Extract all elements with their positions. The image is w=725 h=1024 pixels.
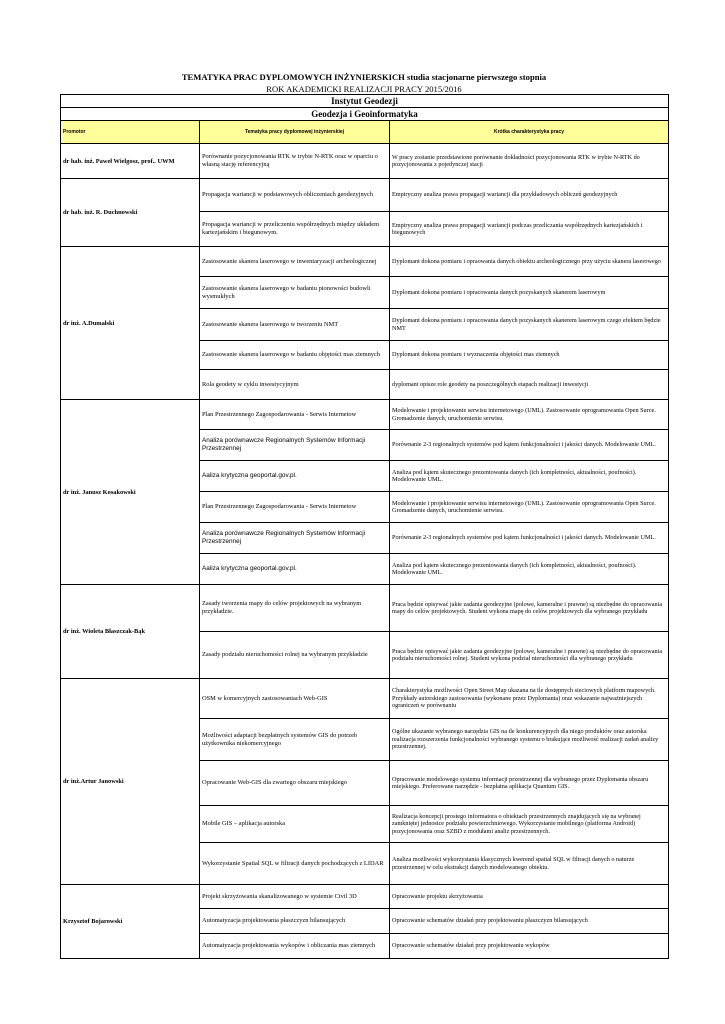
topic-cell: Zasady tworzenia mapy do celów projektowych na wybranym przykładzie. <box>200 585 390 632</box>
institute-row <box>61 95 669 108</box>
topic-cell: Zastosowanie skanera laserowego w tworzeniu NMT <box>200 309 390 341</box>
description-cell: Porównanie 2-3 regionalnych systemów pod kątem funkcjonalności i jakości danych. Modelowanie UML. <box>390 523 669 554</box>
description-cell: Modelowanie i projektowanie serwisu internetowego (UML). Zastosowanie oprogramowania Open Surce. Gromadzenie danych, uruchomienie serwisu. <box>390 492 669 523</box>
table-row <box>61 179 669 212</box>
promotor-cell: dr hab. inż. R. Duchnowski <box>61 179 200 247</box>
description-cell: Dyplomant dokona pomiaru i wyznaczenia objętości mas ziemnych <box>390 341 669 370</box>
topic-cell: Zasady podziału nieruchomości rolnej na wybranym przykładzie <box>200 632 390 679</box>
description-cell: Opracowanie schematów działań przy projektowaniu wykopów <box>390 934 669 959</box>
topic-cell: Analiza porównawcze Regionalnych Systemów Informacji Przestrzennej <box>200 523 390 554</box>
topic-cell: Rola geodety w cyklu inwestycyjnym <box>200 370 390 400</box>
thesis-topics-table <box>60 94 669 959</box>
col-header-promotor: Promotor <box>61 121 200 144</box>
table-row <box>61 585 669 632</box>
description-cell: Realizacja koncepcji prostego informatora o obiektach przestrzennych znajdujących się na wybranej zamkniętej jednostce podziału powierzchniowego. Wykorzystanie mobilnego (platforma Android) pozycjonowania oraz SZBD z modułami analiz przestrzennych. <box>390 806 669 843</box>
topic-cell: Opracowanie Web-GIS dla zwartego obszaru miejskiego <box>200 761 390 806</box>
topic-cell: Porównanie pozycjonowania RTK w trybie N-RTK oraz w oparciu o własną stację referencyjną <box>200 144 390 179</box>
document-title: TEMATYKA PRAC DYPLOMOWYCH INŻYNIERSKICH studia stacjonarne pierwszego stopnia <box>181 72 547 82</box>
topic-cell: Aaliza krytyczna geoportal.gov.pl. <box>200 461 390 492</box>
topic-cell: Plan Przestrzennego Zagospodarowania - Serwis Internetow <box>200 400 390 430</box>
topic-cell: Automatyzacja projektowania wykopów i obliczania mas ziemnych <box>200 934 390 959</box>
promotor-cell: dr inż. Janusz Kosakowski <box>61 400 200 585</box>
topic-cell: Propagacja wariancji w przeliczeniu współrzędnych między układem kartezjańskim i biegunowym. <box>200 212 390 247</box>
description-cell: Analiza pod kątem skutecznego prezentowania danych (ich kompletności, aktualności, poufności). Modelowanie UML. <box>390 461 669 492</box>
description-cell: Opracowanie projektu skrzyżowania <box>390 885 669 909</box>
description-cell: Ogólne ukazanie wybranego narzędzia GIS na tle konkurencyjnych dla niego produktów oraz autorska realizacja rozszerzenia funkcjonalności wybranego systemu o brakujące możliwość realizacji zadań analizy przestrzennej. <box>390 719 669 761</box>
topic-cell: Zastosowanie skanera laserowego w inwentaryzacji archeologicznej <box>200 247 390 277</box>
description-cell: dyplomant opisze role geodety na poszczególnych etapach realizacji inwestycji <box>390 370 669 400</box>
description-cell: Analiza pod kątem skutecznego prezentowania danych (ich kompletności, aktualności, poufności). Modelowanie UML. <box>390 554 669 585</box>
promotor-cell: dr hab. inż. Paweł Wielgosz, prof.. UWM <box>61 144 200 179</box>
promotor-cell: Krzysztof Bojarowski <box>61 885 200 959</box>
topic-cell: Analiza porównawcze Regionalnych Systemów Informacji Przestrzennej <box>200 430 390 461</box>
program-name: Geodezja i Geoinformatyka <box>61 108 669 121</box>
description-cell: Empiryczny analiza prawa propagacji wariancji dla przykładowych obliczeń geodezyjnych <box>390 179 669 212</box>
description-cell: Dyplomant dokona pomiaru i opracowania danych pozyskanych skanerem laserowym <box>390 277 669 309</box>
topic-cell: Aaliza krytyczna geoportal.gov.pl. <box>200 554 390 585</box>
topic-cell: Zastosowanie skanera laserowego w badaniu pionowości budowli wysmukłych <box>200 277 390 309</box>
topic-cell: Projekt skrzyżowania skanalizowanego w systemie Civil 3D <box>200 885 390 909</box>
description-cell: Dyplomant dokona pomiaru i opraowania danych obiektu archeologicznego przy użyciu skanera laserowego <box>390 247 669 277</box>
col-header-description: Krótka charakterystyka pracy <box>390 121 669 144</box>
topic-cell: Wykorzystanie Spatial SQL w filtracji danych pochodzących z LIDAR <box>200 843 390 885</box>
topic-cell: Propagacja wariancji w podstawowych obliczeniach geodezyjnych <box>200 179 390 212</box>
promotor-cell: dr inż. A.Dumalski <box>61 247 200 400</box>
promotor-cell: dr inż.Artur Janowski <box>61 679 200 885</box>
topic-cell: Zastosowanie skanera laserowego w badaniu objętości mas ziemnych <box>200 341 390 370</box>
description-cell: Opracowanie schematów działań przy projektowaniu płaszczyzn bilansujących <box>390 909 669 934</box>
description-cell: W pracy zostanie przedstawione porównanie dokładności pozycjonowania RTK w trybie N-RTK do pozycjonowania z pojedynczej stacji <box>390 144 669 179</box>
description-cell: Analiza możliwości wykorzystania klasycznych kwerend spatial SQL w filtracji danych o naturze przestrzennej w celu ekstrakcji danych modelowanego obiektu. <box>390 843 669 885</box>
topic-cell: Automatyzacja projektowania płaszczyzn bilansujących <box>200 909 390 934</box>
topic-cell: Mobile GIS – aplikacja autorska <box>200 806 390 843</box>
description-cell: Praca będzie opisywać jakie zadania geodezyjne (polowe, kameralne i prawne) są niezbędne do opracowania podziału nieruchomości rolnej. Student wykona podział nieruchomości dla wybranego przykładu <box>390 632 669 679</box>
promotor-cell: dr inż. Wioleta Błaszczak-Bąk <box>61 585 200 679</box>
description-cell: Charakterystyka możliwości Open Street Map ukazana na tle dostępnych sieciowych platform mapowych. Przykłady autorskiego zastosowania (wykonane przez Dyplomanta) oraz wskazanie najważniejszych ograniczeń w porównaniu <box>390 679 669 719</box>
topic-cell: OSM w komercyjnych zastosowaniach Web-GIS <box>200 679 390 719</box>
table-row <box>61 885 669 909</box>
description-cell: Porównanie 2-3 regionalnych systemów pod kątem funkcjonalności i jakości danych. Modelowanie UML. <box>390 430 669 461</box>
table-row <box>61 144 669 179</box>
description-cell: Opracowanie modelowego systemu informacji przestrzennej dla wybranego przez Dyplomanta obszaru miejskiego. Preferowane narzędzie - bezpłatna aplikacja Quantum GIS. <box>390 761 669 806</box>
table-row <box>61 679 669 719</box>
program-row <box>61 108 669 121</box>
topic-cell: Plan Przestrzennego Zagospodarowania - Serwis Internetow <box>200 492 390 523</box>
column-header-row <box>61 121 669 144</box>
table-row <box>61 247 669 277</box>
description-cell: Modelowanie i projektowanie serwisu internetowego (UML). Zastosowanie oprogramowania Open Surce. Gromadzenie danych, uruchomienie serwisu. <box>390 400 669 430</box>
col-header-topic: Tematyka pracy dyplomowej inżynierskiej <box>200 121 390 144</box>
description-cell: Empiryczny analiza prawa propagacji wariancji podczas przeliczania współrzędnych kartezjańskich i biegunowych <box>390 212 669 247</box>
table-row <box>61 400 669 430</box>
institute-name: Instytut Geodezji <box>61 95 669 108</box>
description-cell: Dyplomant dokona pomiaru i opracowania danych pozyskanych skanerem laserowym czego efektem będzie NMT <box>390 309 669 341</box>
academic-year: ROK AKADEMICKI REALIZACJI PRACY 2015/2016 <box>266 84 462 94</box>
description-cell: Praca będzie opisywać jakie zadania geodezyjne (polowe, kameralne i prawne) są niezbędne do opracowania mapy do celów projektowych. Student wykona mapę do celów projektowych dla wybranego przykładu <box>390 585 669 632</box>
topic-cell: Możliwości adaptacji bezpłatnych systemów GIS do potrzeb użytkownika niekomercyjnego <box>200 719 390 761</box>
